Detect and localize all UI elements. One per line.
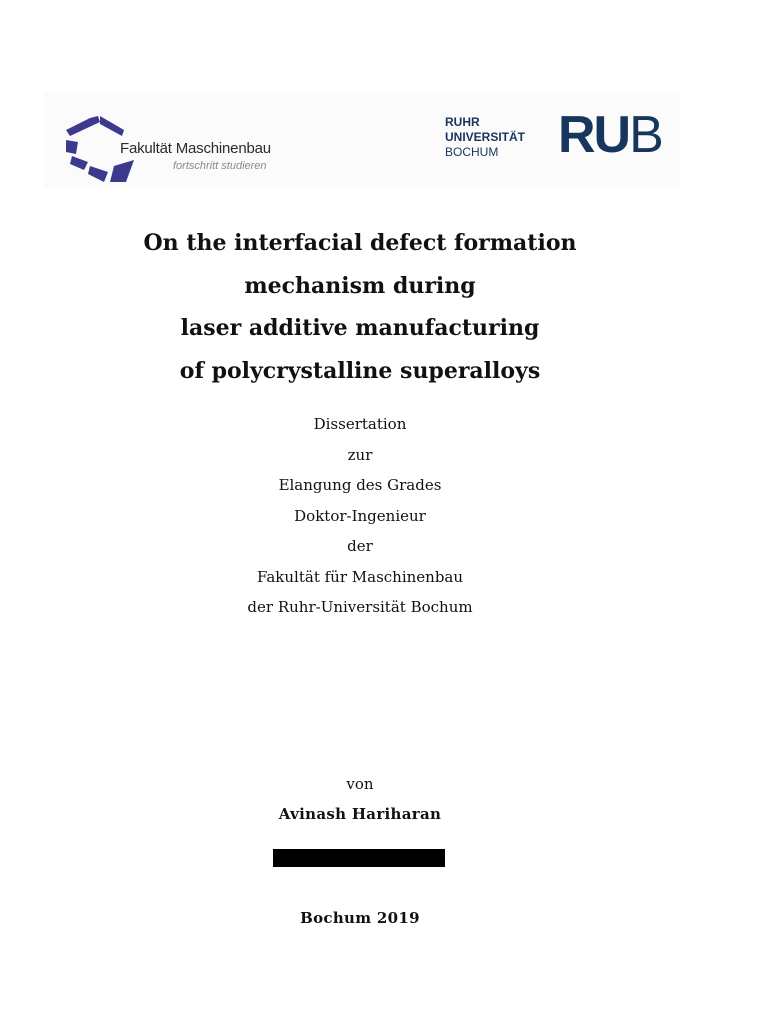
title-line: laser additive manufacturing xyxy=(180,315,540,341)
degree-line: Elangung des Grades xyxy=(278,476,442,494)
faculty-logo xyxy=(60,112,300,190)
degree-statement xyxy=(134,409,586,623)
degree-line: Fakultät für Maschinenbau xyxy=(256,567,464,586)
redaction-bar xyxy=(273,849,445,867)
rub-wordmark-light: B xyxy=(629,106,662,164)
dissertation-title xyxy=(84,222,636,392)
degree-line: der Ruhr-Universität Bochum xyxy=(247,598,473,616)
rub-wordmark-logo xyxy=(558,102,662,168)
title-line: of polycrystalline superalloys xyxy=(179,357,541,384)
university-name-line2: UNIVERSITÄT xyxy=(445,130,526,144)
university-name-line3: BOCHUM xyxy=(445,145,499,159)
degree-line: der xyxy=(347,537,373,555)
degree-line: Dissertation xyxy=(313,415,407,433)
title-line: On the interfacial defect formation xyxy=(143,230,577,256)
place-and-year: Bochum 2019 xyxy=(300,909,420,927)
degree-line: zur xyxy=(347,445,373,464)
author-prefix: von xyxy=(346,775,374,793)
university-name-line1: RUHR xyxy=(445,115,480,129)
university-name xyxy=(445,115,525,160)
title-line: mechanism during xyxy=(244,272,476,299)
rub-wordmark-bold: RU xyxy=(558,106,630,164)
author-name: Avinash Hariharan xyxy=(278,805,442,823)
faculty-name: Fakultät Maschinenbau xyxy=(120,140,271,157)
faculty-slogan: fortschritt studieren xyxy=(173,160,267,172)
degree-line: Doktor-Ingenieur xyxy=(294,506,426,525)
